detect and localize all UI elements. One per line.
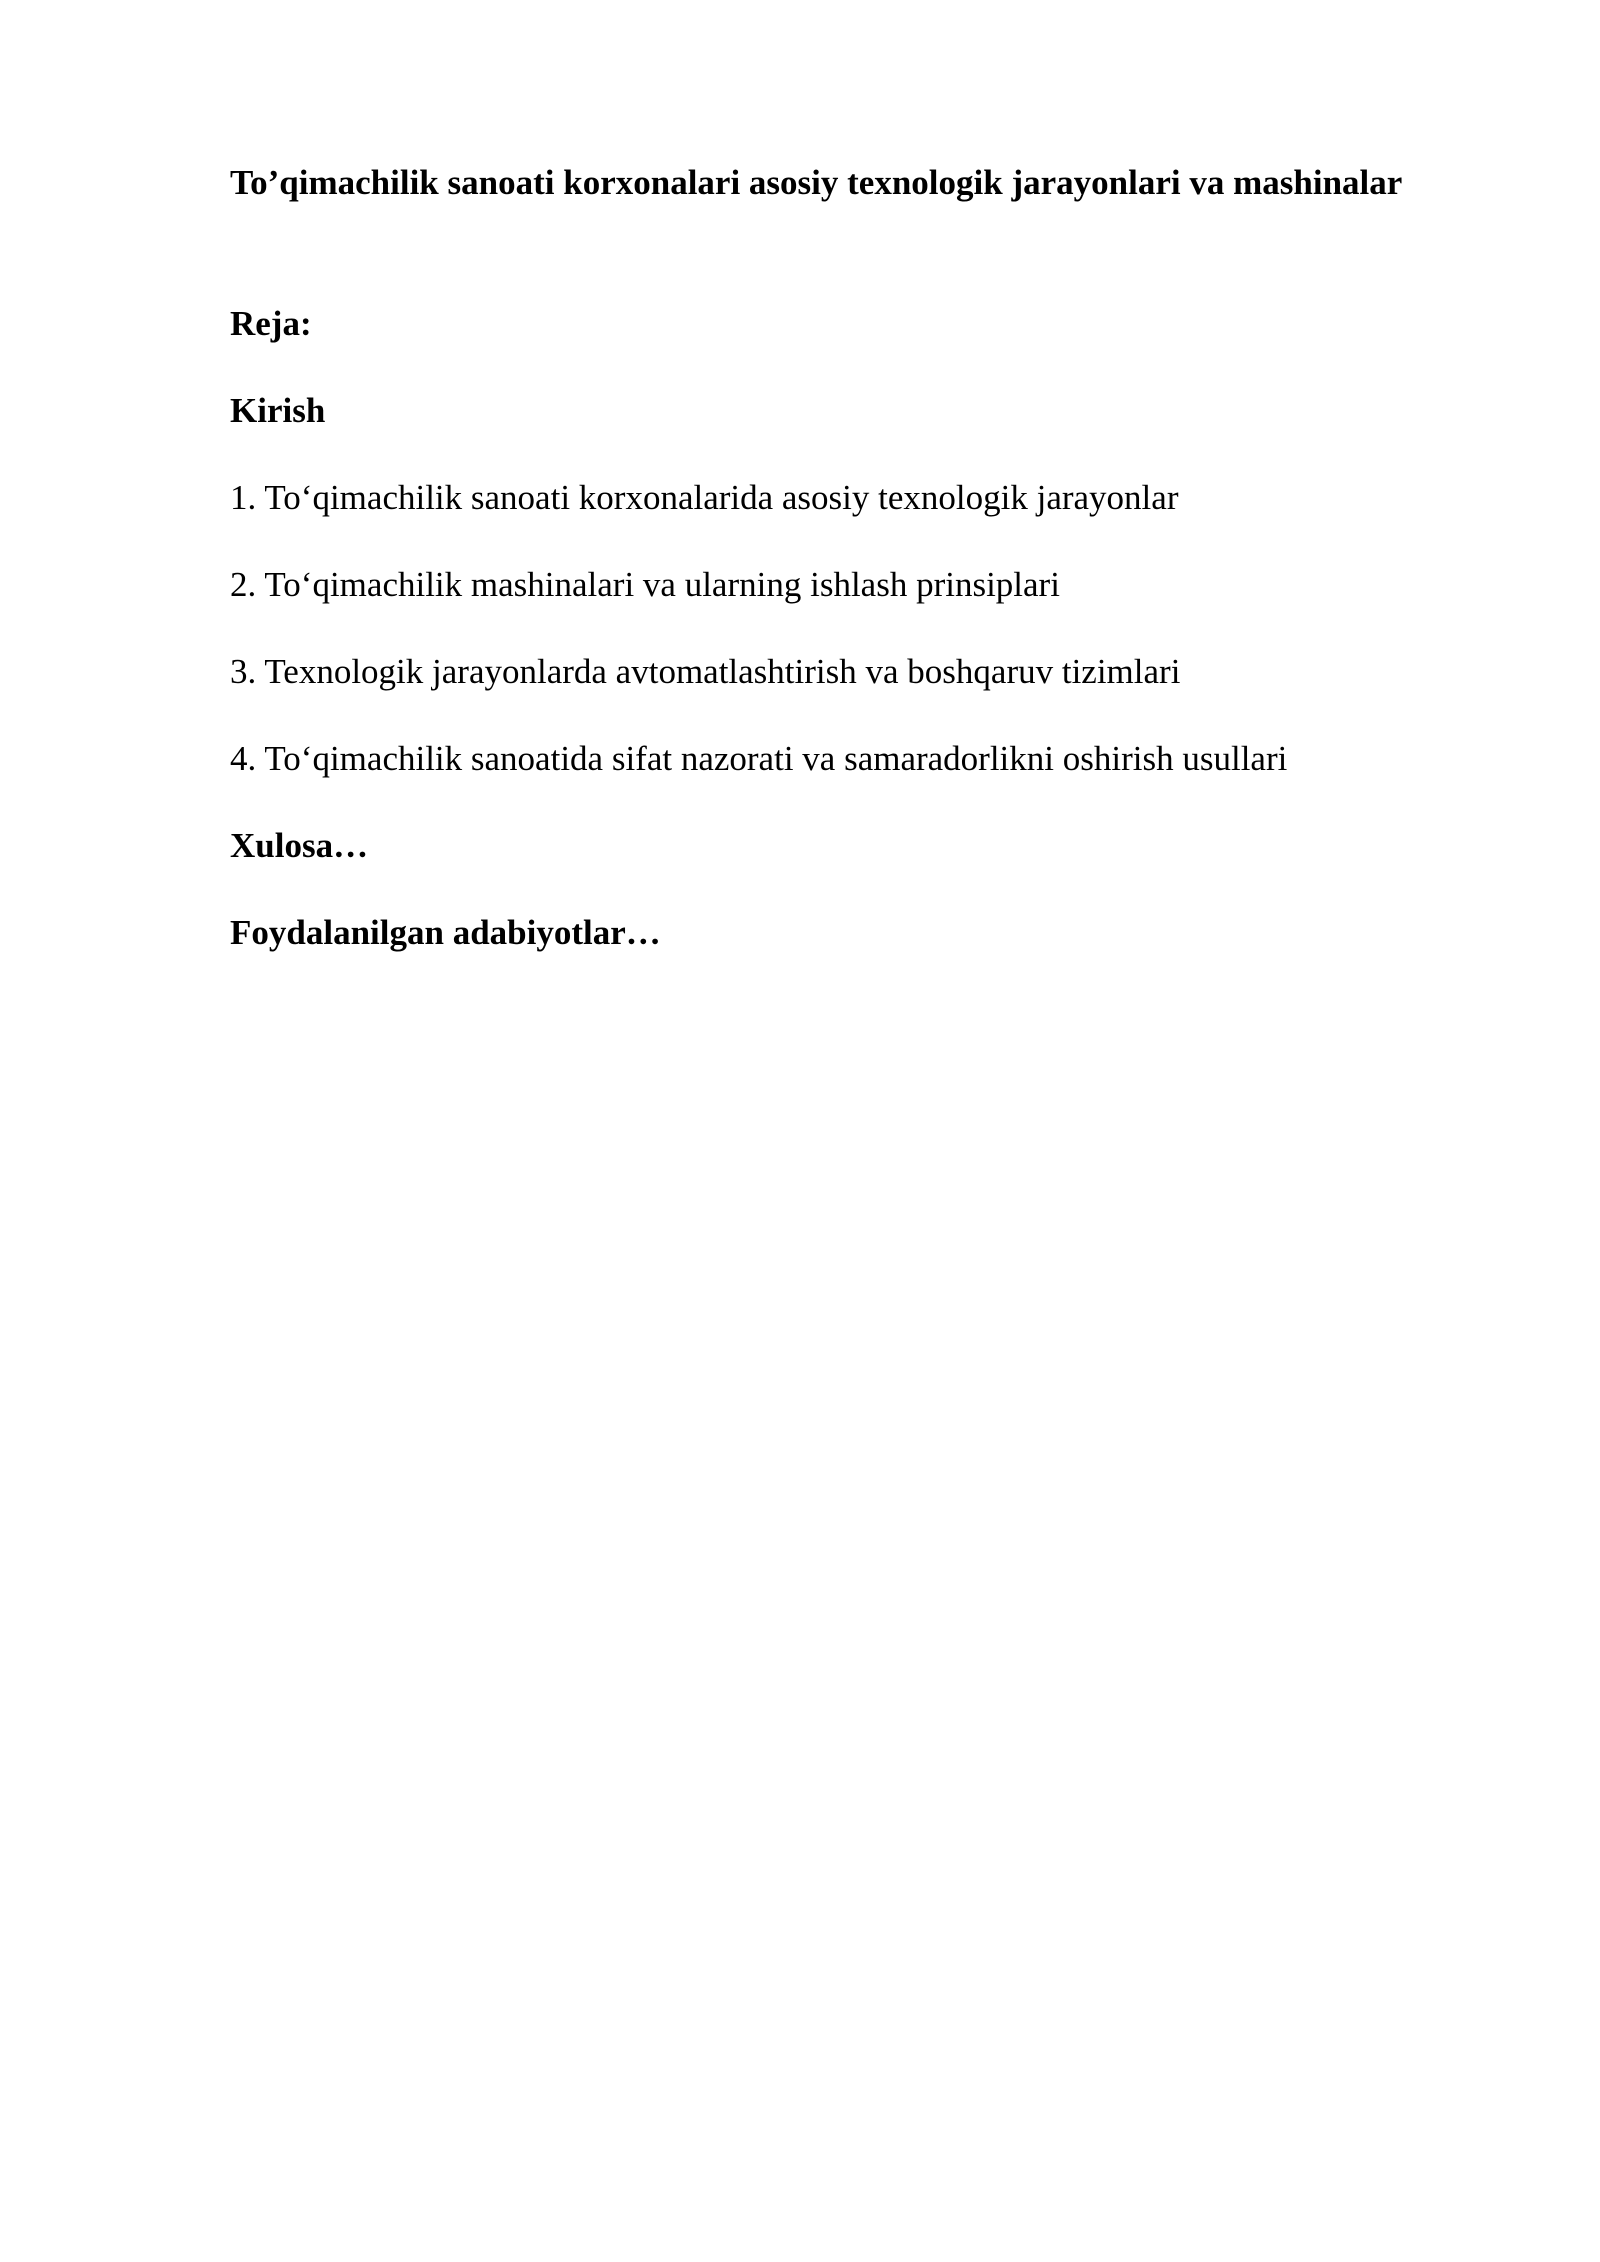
- plan-item-3: 3. Texnologik jarayonlarda avtomatlashtirish va boshqaruv tizimlari: [230, 652, 1181, 691]
- intro-heading: Kirish: [230, 391, 326, 430]
- references-heading: Foydalanilgan adabiyotlar…: [230, 913, 661, 952]
- conclusion-heading: Xulosa…: [230, 826, 369, 865]
- plan-item-4: 4. To‘qimachilik sanoatida sifat nazorati va samaradorlikni oshirish usullari: [230, 739, 1288, 778]
- document-content: [230, 150, 1495, 955]
- plan-heading: Reja:: [230, 304, 312, 343]
- plan-item-1: 1. To‘qimachilik sanoati korxonalarida asosiy texnologik jarayonlar: [230, 478, 1179, 517]
- document-title: To’qimachilik sanoati korxonalari asosiy texnologik jarayonlari va mashinalar: [230, 163, 1403, 202]
- plan-item-2: 2. To‘qimachilik mashinalari va ularning ishlash prinsiplari: [230, 565, 1060, 604]
